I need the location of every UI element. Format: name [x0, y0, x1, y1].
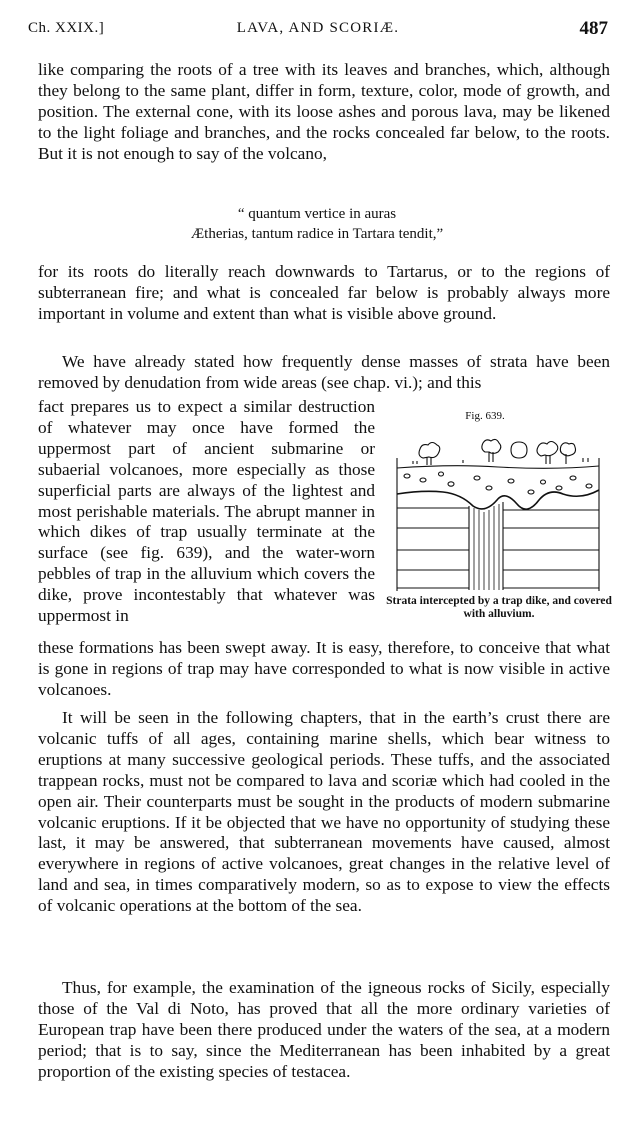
paragraph-4: [38, 708, 610, 917]
figure-label: Fig. 639.: [465, 410, 505, 422]
page-number: 487: [579, 18, 608, 39]
trap-dike: [469, 502, 503, 590]
paragraph-1-text: like comparing the roots of a tree with its leaves and branches, which, although they belong to the same plant, differ in form, texture, color, mode of growth, and position. The external cone, with its loose ashes and porous lava, may be likened to the light foliage and branches, and the rocks concealed far below, to the roots. But it is not enough to say of the volcano,: [38, 60, 610, 163]
figure-illustration: [393, 428, 603, 593]
paragraph-2: [38, 262, 610, 325]
chapter-reference: Ch. XXIX.]: [28, 20, 105, 36]
latin-quotation: [0, 204, 634, 244]
pebble-icon: [511, 442, 527, 458]
paragraph-3-wrapped-column: [38, 397, 375, 627]
paragraph-3-rest: these formations has been swept away. It is easy, therefore, to conceive that what is gone in regions of trap may have corresponded to what is now visible in active volcanoes.: [38, 638, 610, 699]
quote-line-2: Ætherias, tantum radice in Tartara tendit,”: [190, 226, 444, 242]
paragraph-4-text: It will be seen in the following chapters, that in the earth’s crust there are volcanic tuffs of all ages, containing marine shells, which bear witness to eruptions at many successive geological periods. These tuffs, and the associated trappean rocks, must not be compared to lava and scoriæ which had cooled in the open air. Their counterparts must be sought in the products of modern submarine volcanic eruptions. If it be objected that we have no opportunity of studying these last, it may be answered, that subterranean movements have caused, almost everywhere in regions of active volcanoes, great changes in the relative level of land and sea, in times comparatively modern, so as to expose to view the effects of volcanic operations at the bottom of the sea.: [38, 708, 610, 916]
figure-caption: Strata intercepted by a trap dike, and covered with alluvium.: [386, 595, 612, 620]
tree-icon: [537, 442, 558, 465]
running-header: [28, 20, 608, 44]
paragraph-3-head: [38, 352, 610, 394]
tree-icon: [560, 443, 575, 464]
paragraph-3-tail: [38, 638, 610, 701]
strata-layers: [397, 508, 599, 588]
ground-surface: [397, 466, 599, 469]
paragraph-5: [38, 978, 610, 1083]
quote-line-1: “ quantum vertice in auras: [237, 206, 397, 222]
figure-639: [385, 410, 617, 630]
tree-icon: [419, 443, 440, 466]
paragraph-3-wrapped-text: fact prepares us to expect a similar destruction of whatever may once have formed the uppermost part of ancient submarine or subaerial volcanoes, more especially as those superficial parts are always of the lightest and most perishable materials. The abrupt manner in which dikes of trap usually terminate at the surface (see fig. 639), and the water-worn pebbles of trap in the alluvium which covers the dike, prove incontestably that whatever was uppermost in: [38, 397, 375, 626]
running-title: LAVA, AND SCORIÆ.: [236, 20, 400, 36]
tree-icon: [482, 439, 501, 462]
paragraph-3-full-width: We have already stated how frequently dense masses of strata have been removed by denudation from wide areas (see chap. vi.); and this: [38, 352, 610, 392]
paragraph-2-text: for its roots do literally reach downwards to Tartarus, or to the regions of subterranean fire; and what is concealed far below is probably always more important in volume and extent than what is visible above ground.: [38, 262, 610, 323]
paragraph-5-text: Thus, for example, the examination of the igneous rocks of Sicily, especially those of the Val di Noto, has proved that all the more ordinary varieties of European trap have been there produced under the waters of the sea, at a modern period; that is to say, since the Mediterranean has been inhabited by a great proportion of the existing species of testacea.: [38, 978, 610, 1081]
paragraph-1: [38, 60, 610, 165]
alluvium-base: [397, 490, 599, 509]
